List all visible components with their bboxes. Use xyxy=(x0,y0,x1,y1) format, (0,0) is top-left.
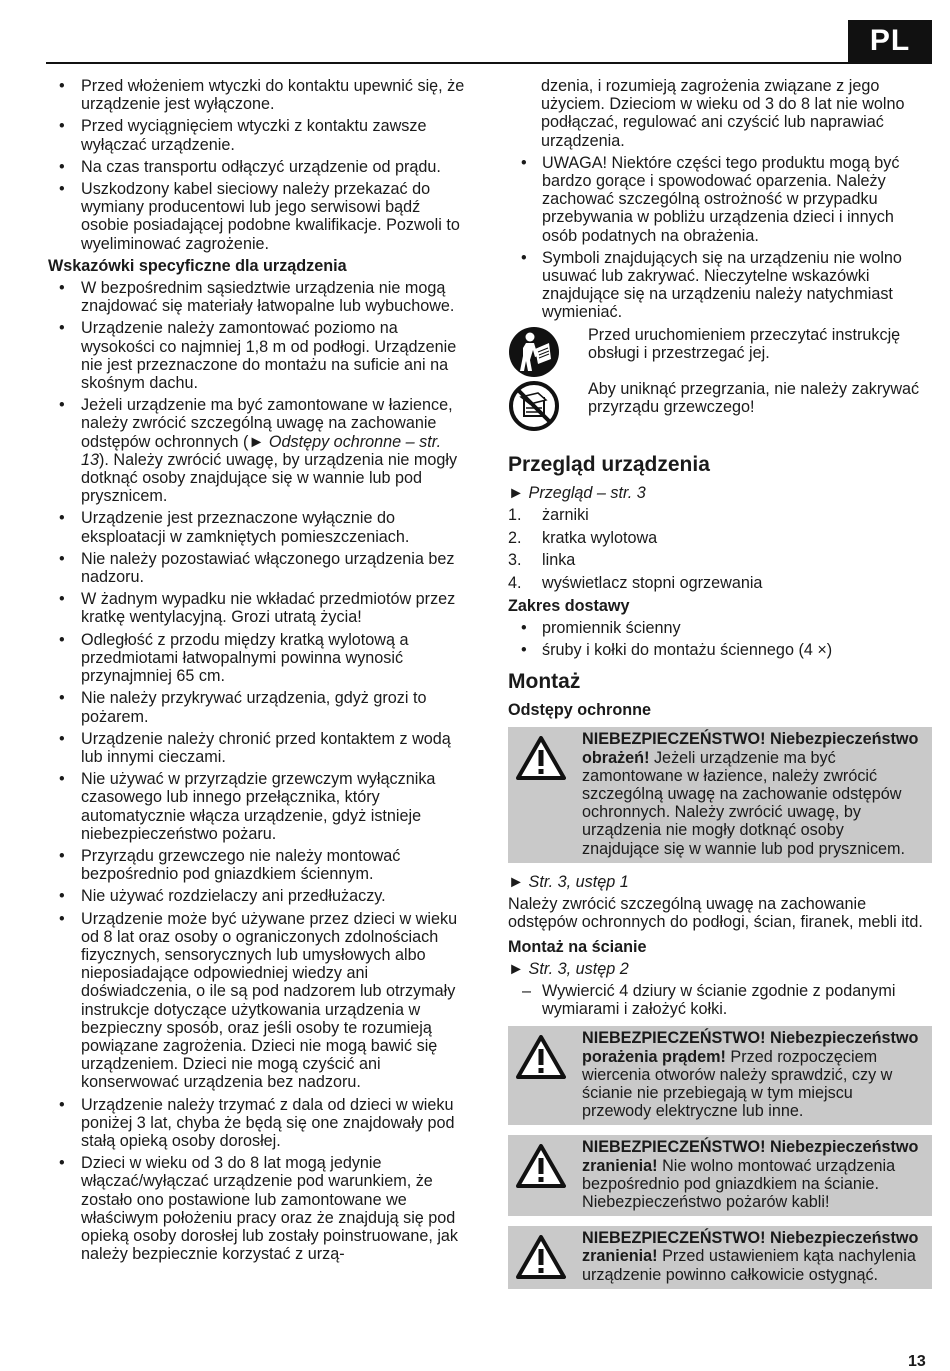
list-item: • Przed wyciągnięciem wtyczki z kontaktu zawsze wyłączać urządzenie. xyxy=(48,117,468,153)
warning-triangle-icon xyxy=(516,1229,578,1283)
pictogram-caption-manual: Przed uruchomieniem przeczytać instrukcję obsługi i przestrzegać jej. xyxy=(588,325,901,362)
list-item xyxy=(508,551,932,569)
danger-box-cooldown xyxy=(508,1226,932,1289)
instruction-step: – Wywiercić 4 dziury w ścianie zgodnie z podanymi wymiarami i założyć kołki. xyxy=(508,982,932,1018)
item-number: 3. xyxy=(508,551,522,570)
bathroom-text-end: ). Należy zwrócić uwagę, by urządzenia nie mogły dotknąć osoby znajdujące się w wannie lub pod prysznicem. xyxy=(81,450,458,506)
section-heading-distances: Odstępy ochronne xyxy=(508,701,652,720)
list-item: • Przyrządu grzewczego nie należy montować bezpośrednio pod gniazdkiem ściennym. xyxy=(48,847,468,883)
pictogram-row-cover xyxy=(508,380,932,432)
list-item xyxy=(508,529,932,547)
danger-text: Przed ustawieniem kąta nachylenia urządzenie powinno całkowicie ostygnąć. xyxy=(582,1247,916,1284)
list-item: • W bezpośrednim sąsiedztwie urządzenia nie mogą znajdować się materiały łatwopalne lub wybuchowe. xyxy=(48,279,468,315)
danger-title: NIEBEZPIECZEŃSTWO! Niebezpieczeństwo obrażeń! xyxy=(582,730,919,767)
list-item: • Nie używać rozdzielaczy ani przedłużaczy. xyxy=(48,887,468,905)
danger-title: NIEBEZPIECZEŃSTWO! Niebezpieczeństwo zranienia! xyxy=(582,1229,919,1266)
item-number: 2. xyxy=(508,528,522,547)
list-item: • Urządzenie należy trzymać z dala od dzieci w wieku poniżej 3 lat, chyba że będą się one znajdowały pod stałą opieką osoby dorosłej. xyxy=(48,1096,468,1151)
reference-text: Przegląd – str. 3 xyxy=(524,483,646,502)
safety-list-continued xyxy=(508,154,932,322)
item-label: żarniki xyxy=(542,505,589,524)
list-item: • Urządzenie może być używane przez dzieci w wieku od 8 lat oraz osoby o ograniczonych zdolnościach fizycznych, sensorycznych lub umysłowych albo nieposiadające odpowiedniej wiedzy ani doświadczenia, o ile są pod nadzorem lub otrzymały instrukcje dotyczące użytkowania urządzenia w bezpieczny sposób, oraz jeśli osoby te rozumieją powiązane zagrożenia. Dzieci nie mogą bawić się urządzeniem. Dzieci nie mogą czyścić ani konserwować urządzenia bez nadzoru. xyxy=(48,910,468,1092)
list-item xyxy=(508,506,932,524)
delivery-list xyxy=(508,619,932,659)
distance-paragraph: Należy zwrócić szczególną uwagę na zachowanie odstępów ochronnych do podłogi, ścian, firanek, mebli itd. xyxy=(508,895,923,932)
safety-list-specific xyxy=(48,279,468,1263)
item-label: linka xyxy=(542,551,576,570)
bathroom-text: Jeżeli urządzenie ma być zamontowane w łazience, należy zwrócić szczególną uwagę na zachowanie odstępów ochronnych ( xyxy=(81,396,453,451)
arrow-icon: ► xyxy=(248,432,265,451)
section-heading-delivery: Zakres dostawy xyxy=(508,596,630,615)
list-item: • Nie należy przykrywać urządzenia, gdyż grozi to pożarem. xyxy=(48,689,468,725)
item-number: 1. xyxy=(508,505,522,524)
section-heading-overview: Przegląd urządzenia xyxy=(508,452,710,476)
list-item xyxy=(508,574,932,592)
item-label: wyświetlacz stopni ogrzewania xyxy=(542,573,763,592)
section-heading-mounting: Montaż xyxy=(508,670,581,694)
danger-text: Jeżeli urządzenie ma być zamontowane w łazience, należy zwrócić szczególną uwagę na zachowanie odstępów ochronnych. Należy zwrócić uwagę, by urządzenia nie mogły dotknąć osoby znajdujące się w wannie lub pod prysznicem. xyxy=(582,748,906,858)
section-heading-specific: Wskazówki specyficzne dla urządzenia xyxy=(48,256,347,275)
section-heading-wall-mount: Montaż na ścianie xyxy=(508,937,647,956)
warning-triangle-icon xyxy=(516,1029,578,1083)
left-column xyxy=(48,77,468,1267)
do-not-cover-icon xyxy=(508,380,570,432)
item-number: 4. xyxy=(508,573,522,592)
page-number: 13 xyxy=(908,1353,926,1370)
danger-title: NIEBEZPIECZEŃSTWO! Niebezpieczeństwo zranienia! xyxy=(582,1138,919,1175)
reference-text: Str. 3, ustęp 1 xyxy=(524,872,629,891)
warning-triangle-icon xyxy=(516,730,578,784)
right-column xyxy=(508,77,932,1299)
read-manual-icon xyxy=(508,326,570,378)
list-item: • Przed włożeniem wtyczki do kontaktu upewnić się, że urządzenie jest wyłączone. xyxy=(48,77,468,113)
list-item: • Urządzenie jest przeznaczone wyłącznie do eksploatacji w zamkniętych pomieszczeniach. xyxy=(48,509,468,545)
header-rule xyxy=(46,62,932,64)
list-item: • UWAGA! Niektóre części tego produktu mogą być bardzo gorące i spowodować oparzenia. Należy zachować szczególną ostrożność w przypadku przebywania w pobliżu urządzenia dzieci i innych osób podatnych na obrażenia. xyxy=(508,154,932,245)
list-item: • promiennik ścienny xyxy=(508,619,932,637)
safety-list-general xyxy=(48,77,468,253)
list-item: • W żadnym wypadku nie wkładać przedmiotów przez kratkę wentylacyjną. Grozi utratą życia! xyxy=(48,590,468,626)
list-item: • Urządzenie należy zamontować poziomo na wysokości co najmniej 1,8 m od podłogi. Urządzenie nie jest przeznaczone do montażu na suficie ani na skośnym dachu. xyxy=(48,319,468,392)
list-item-bathroom xyxy=(48,396,468,505)
continued-paragraph: dzenia, i rozumieją zagrożenia związane z jego użyciem. Dzieciom w wieku od 3 do 8 lat nie wolno podłączać, regulować ani czyścić lub naprawiać urządzenia. xyxy=(541,77,905,150)
list-item: • Urządzenie należy chronić przed kontaktem z wodą lub innymi cieczami. xyxy=(48,730,468,766)
list-item: • Na czas transportu odłączyć urządzenie od prądu. xyxy=(48,158,468,176)
danger-box-injury xyxy=(508,727,932,862)
list-item: • Nie używać w przyrządzie grzewczym wyłącznika czasowego lub innego przełącznika, który automatycznie włącza urządzenie, gdyż istnieje niebezpieczeństwo pożaru. xyxy=(48,770,468,843)
list-item: • Uszkodzony kabel sieciowy należy przekazać do wymiany producentowi lub jego serwisowi bądź osobie posiadającej podobne kwalifikacje. Pozwoli to wyeliminować zagrożenie. xyxy=(48,180,468,253)
distance-reference[interactable] xyxy=(508,873,932,891)
danger-box-socket xyxy=(508,1135,932,1216)
list-item: • Symboli znajdujących się na urządzeniu nie wolno usuwać lub zakrywać. Nieczytelne wskazówki znajdujące się na urządzeniu należy natychmiast wymieniać. xyxy=(508,249,932,322)
cross-reference-link[interactable]: Odstępy ochronne – str. 13 xyxy=(81,432,442,469)
pictogram-caption-cover: Aby uniknąć przegrzania, nie należy zakrywać przyrządu grzewczego! xyxy=(588,379,920,416)
danger-box-electric xyxy=(508,1026,932,1125)
arrow-icon: ► xyxy=(508,872,525,891)
arrow-icon: ► xyxy=(508,483,525,502)
arrow-icon: ► xyxy=(508,959,525,978)
danger-text: Przed rozpoczęciem wiercenia otworów należy sprawdzić, czy w ścianie nie przebiegają w tym miejscu przewody elektryczne lub inne. xyxy=(582,1047,893,1121)
list-item: • śruby i kołki do montażu ściennego (4 ×) xyxy=(508,641,932,659)
danger-text: Nie wolno montować urządzenia bezpośrednio pod gniazdkiem na ścianie. Niebezpieczeństwo pożarów kabli! xyxy=(582,1156,896,1211)
danger-title: NIEBEZPIECZEŃSTWO! Niebezpieczeństwo porażenia prądem! xyxy=(582,1029,919,1066)
wall-mount-reference[interactable] xyxy=(508,960,932,978)
parts-list xyxy=(508,506,932,592)
list-item: • Dzieci w wieku od 3 do 8 lat mogą jedynie włączać/wyłączać urządzenie pod warunkiem, że zostało ono postawione lub zamontowane we właściwym położeniu pracy oraz że znajdują się pod opieką osoby dorosłej lub zostały poinstruowane, jak należy bezpiecznie korzystać z urzą- xyxy=(48,1154,468,1263)
item-label: kratka wylotowa xyxy=(542,528,658,547)
pictogram-row-manual xyxy=(508,326,932,378)
list-item: • Odległość z przodu między kratką wylotową a przedmiotami łatwopalnymi powinna wynosić przynajmniej 65 cm. xyxy=(48,631,468,686)
list-item: • Nie należy pozostawiać włączonego urządzenia bez nadzoru. xyxy=(48,550,468,586)
warning-triangle-icon xyxy=(516,1138,578,1192)
overview-reference[interactable] xyxy=(508,484,932,502)
language-badge: PL xyxy=(848,20,932,62)
reference-text: Str. 3, ustęp 2 xyxy=(524,959,629,978)
